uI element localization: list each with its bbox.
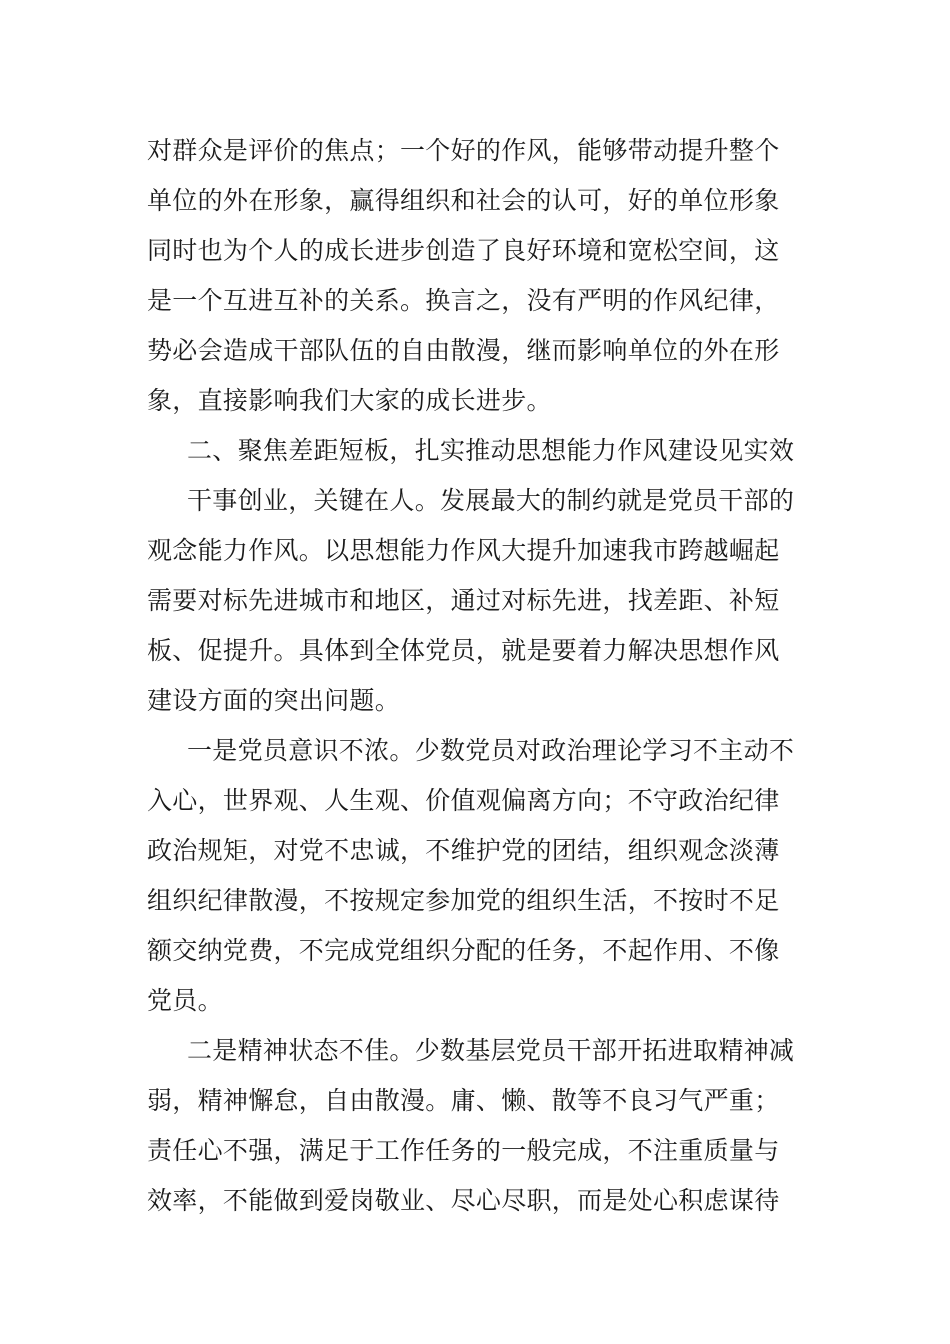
- paragraph-line: 单位的外在形象，赢得组织和社会的认可，好的单位形象: [147, 186, 780, 215]
- paragraph-line: 板、促提升。具体到全体党员，就是要着力解决思想作风: [147, 636, 780, 665]
- paragraph-line: 需要对标先进城市和地区，通过对标先进，找差距、补短: [147, 586, 780, 615]
- paragraph-line: 同时也为个人的成长进步创造了良好环境和宽松空间，这: [147, 236, 780, 265]
- paragraph-line: 组织纪律散漫，不按规定参加党的组织生活，不按时不足: [147, 886, 780, 915]
- paragraph-line: 势必会造成干部队伍的自由散漫，继而影响单位的外在形: [147, 336, 780, 365]
- paragraph-line: 责任心不强，满足于工作任务的一般完成，不注重质量与: [147, 1136, 780, 1165]
- paragraph-line: 干事创业，关键在人。发展最大的制约就是党员干部的: [187, 486, 795, 515]
- paragraph-line: 政治规矩，对党不忠诚，不维护党的团结，组织观念淡薄: [147, 836, 780, 865]
- paragraph-line: 一是党员意识不浓。少数党员对政治理论学习不主动不: [187, 736, 795, 765]
- paragraph-line: 入心，世界观、人生观、价值观偏离方向；不守政治纪律: [147, 786, 780, 815]
- paragraph-line: 是一个互进互补的关系。换言之，没有严明的作风纪律，: [147, 286, 780, 315]
- paragraph-line: 效率，不能做到爱岗敬业、尽心尽职，而是处心积虑谋待: [147, 1186, 780, 1215]
- section-heading: 二、聚焦差距短板，扎实推动思想能力作风建设见实效: [187, 436, 795, 465]
- paragraph-line: 对群众是评价的焦点；一个好的作风，能够带动提升整个: [147, 136, 780, 165]
- paragraph-line: 弱，精神懈怠，自由散漫。庸、懒、散等不良习气严重；: [147, 1086, 780, 1115]
- paragraph-line: 二是精神状态不佳。少数基层党员干部开拓进取精神减: [187, 1036, 795, 1065]
- paragraph-line: 建设方面的突出问题。: [147, 686, 401, 715]
- paragraph-line: 额交纳党费，不完成党组织分配的任务，不起作用、不像: [147, 936, 780, 965]
- paragraph-line: 观念能力作风。以思想能力作风大提升加速我市跨越崛起: [147, 536, 780, 565]
- paragraph-line: 象，直接影响我们大家的成长进步。: [147, 386, 552, 415]
- paragraph-line: 党员。: [147, 986, 223, 1015]
